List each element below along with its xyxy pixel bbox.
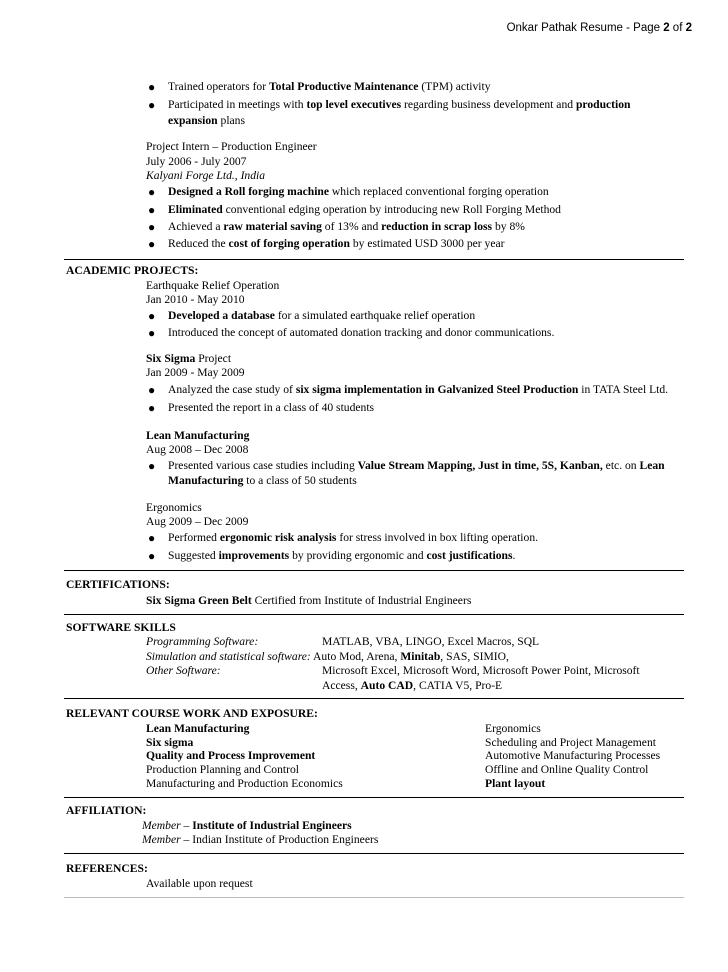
section-divider: [64, 698, 684, 699]
skill-value: Microsoft Excel, Microsoft Word, Microsoft Power Point, Microsoft: [322, 664, 640, 677]
bullet-icon: ●: [148, 401, 156, 415]
course-item: Lean Manufacturing: [146, 722, 250, 735]
section-divider: [64, 853, 684, 854]
project-title: Six Sigma Project: [146, 352, 232, 365]
page-header: Onkar Pathak Resume - Page 2 of 2: [506, 22, 692, 34]
list-item: ● Participated in meetings with top level executives regarding business development and production: [148, 98, 631, 112]
bullet-icon: ●: [148, 549, 156, 563]
course-item: Ergonomics: [485, 722, 541, 735]
list-item: ● Eliminated conventional edging operation by introducing new Roll Forging Method: [148, 203, 561, 217]
section-divider: [64, 570, 684, 571]
bullet-icon: ●: [148, 80, 156, 94]
course-item: Offline and Online Quality Control: [485, 763, 649, 776]
bullet-icon: ●: [148, 98, 156, 112]
bullet-icon: ●: [148, 459, 156, 473]
course-item: Plant layout: [485, 777, 546, 790]
section-heading-software: SOFTWARE SKILLS: [66, 621, 176, 634]
list-item: ● Presented the report in a class of 40 students: [148, 401, 375, 415]
list-item: ● Introduced the concept of automated donation tracking and donor communications.: [148, 326, 555, 340]
affiliation-item: Member – Institute of Industrial Engineers: [142, 819, 352, 832]
project-dates: Jan 2010 - May 2010: [146, 293, 245, 306]
list-item: ● Reduced the cost of forging operation by estimated USD 3000 per year: [148, 237, 505, 251]
course-item: Scheduling and Project Management: [485, 736, 656, 749]
job-company: Kalyani Forge Ltd., India: [146, 169, 266, 182]
section-heading-certifications: CERTIFICATIONS:: [66, 578, 170, 591]
course-item: Automotive Manufacturing Processes: [485, 749, 661, 762]
section-heading-coursework: RELEVANT COURSE WORK AND EXPOSURE:: [66, 707, 318, 720]
list-item: ● Performed ergonomic risk analysis for stress involved in box lifting operation.: [148, 531, 539, 545]
list-item: ● Suggested improvements by providing ergonomic and cost justifications.: [148, 549, 516, 563]
course-item: Manufacturing and Production Economics: [146, 777, 343, 790]
bullet-icon: ●: [148, 237, 156, 251]
section-heading-academic: ACADEMIC PROJECTS:: [66, 264, 199, 277]
list-item: ● Analyzed the case study of six sigma implementation in Galvanized Steel Production in TATA Steel Ltd.: [148, 383, 669, 397]
section-divider: [64, 797, 684, 798]
project-dates: Aug 2008 – Dec 2008: [146, 443, 249, 456]
project-title: Earthquake Relief Operation: [146, 279, 280, 292]
skill-label: Other Software:: [146, 664, 221, 677]
job-dates: July 2006 - July 2007: [146, 155, 247, 168]
list-item: ● Presented various case studies including Value Stream Mapping, Just in time, 5S, Kanban, etc. on Lean: [148, 459, 665, 473]
bullet-icon: ●: [148, 326, 156, 340]
project-dates: Jan 2009 - May 2009: [146, 366, 245, 379]
bullet-icon: ●: [148, 185, 156, 199]
list-item-continuation: expansion plans: [168, 114, 245, 127]
skill-value: MATLAB, VBA, LINGO, Excel Macros, SQL: [322, 635, 540, 648]
course-item: Production Planning and Control: [146, 763, 299, 776]
skill-label: Programming Software:: [146, 635, 259, 648]
section-heading-affiliation: AFFILIATION:: [66, 804, 147, 817]
bullet-icon: ●: [148, 531, 156, 545]
bullet-icon: ●: [148, 309, 156, 323]
section-divider: [64, 259, 684, 260]
list-item: ● Achieved a raw material saving of 13% and reduction in scrap loss by 8%: [148, 220, 525, 234]
project-dates: Aug 2009 – Dec 2009: [146, 515, 249, 528]
section-heading-references: REFERENCES:: [66, 862, 148, 875]
skill-value: Access, Auto CAD, CATIA V5, Pro-E: [322, 679, 503, 692]
job-title: Project Intern – Production Engineer: [146, 140, 317, 153]
page-footer-divider: [64, 897, 684, 898]
course-item: Quality and Process Improvement: [146, 749, 316, 762]
course-item: Six sigma: [146, 736, 194, 749]
project-title: Ergonomics: [146, 501, 202, 514]
list-item-continuation: Manufacturing to a class of 50 students: [168, 474, 357, 487]
skill-row: Simulation and statistical software: Auto Mod, Arena, Minitab, SAS, SIMIO,: [146, 650, 509, 663]
section-divider: [64, 614, 684, 615]
bullet-icon: ●: [148, 203, 156, 217]
project-title: Lean Manufacturing: [146, 429, 250, 442]
list-item: ● Developed a database for a simulated earthquake relief operation: [148, 309, 476, 323]
references-text: Available upon request: [146, 877, 253, 890]
list-item: ● Designed a Roll forging machine which replaced conventional forging operation: [148, 185, 549, 199]
certification-item: Six Sigma Green Belt Certified from Institute of Industrial Engineers: [146, 594, 472, 607]
bullet-icon: ●: [148, 383, 156, 397]
bullet-icon: ●: [148, 220, 156, 234]
list-item: ● Trained operators for Total Productive Maintenance (TPM) activity: [148, 80, 491, 94]
affiliation-item: Member – Indian Institute of Production Engineers: [142, 833, 379, 846]
